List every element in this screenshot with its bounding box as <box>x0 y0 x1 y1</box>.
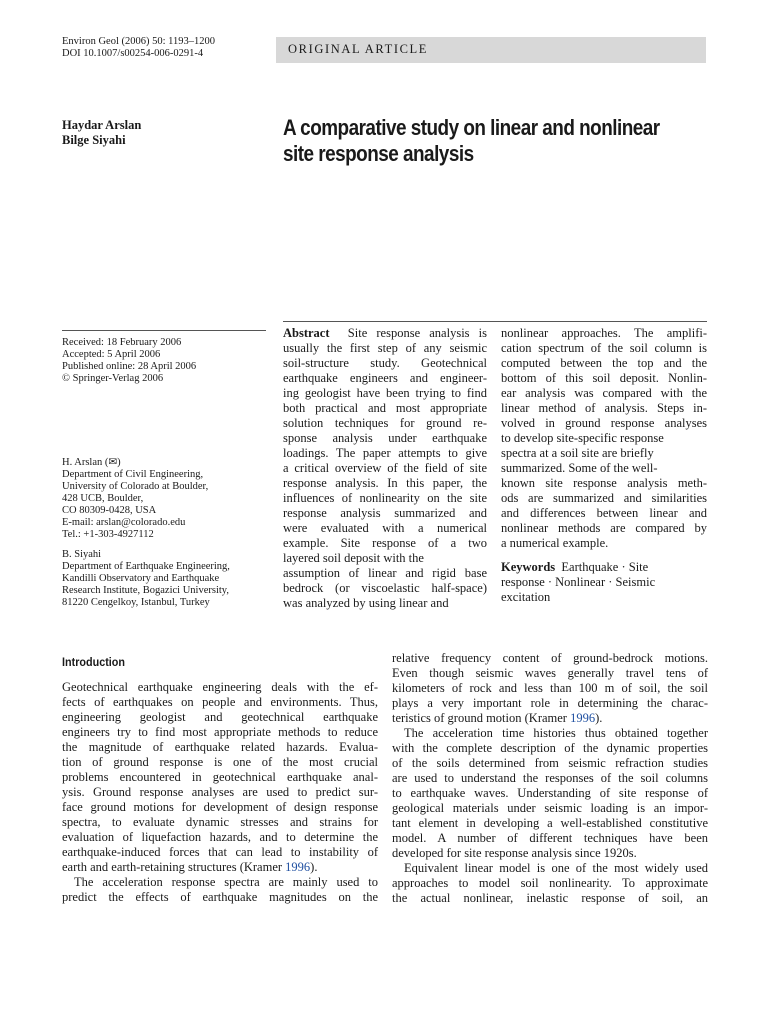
abstract-line: earthquake engineers and engineer- <box>283 371 487 385</box>
body-line: approaches to model soil nonlinearity. To approximate <box>392 876 708 890</box>
journal-citation <box>62 36 215 60</box>
abstract-text: Site response analysis is <box>347 326 488 340</box>
abstract-column-2 <box>501 326 707 605</box>
body-line: tant element in developing a well-established constitutive <box>392 816 708 830</box>
article-title <box>283 115 661 167</box>
abstract-line: layered soil deposit with the <box>283 551 424 565</box>
email-link[interactable]: E-mail: arslan@colorado.edu <box>62 517 186 528</box>
abstract-line: known site response analysis meth- <box>501 476 707 490</box>
body-line: geological materials under seismic loading is an impor- <box>392 801 708 815</box>
body-line: ysis. Ground response analyses are used to predict sur- <box>62 785 378 799</box>
abstract-line: soil-structure study. Geotechnical <box>283 356 487 370</box>
body-line: Geotechnical earthquake engineering deals with the ef- <box>62 680 378 694</box>
body-line: plays a very important role in determining the charac- <box>392 696 708 710</box>
abstract-line: linear method of analysis. Steps in- <box>501 401 707 415</box>
body-text: ). <box>310 860 318 874</box>
abstract-line: computed between the top and the <box>501 356 707 370</box>
affiliation-line: Department of Earthquake Engineering, <box>62 561 230 572</box>
body-line: predict the effects of earthquake magnitudes on the <box>62 890 378 904</box>
affiliation-line: University of Colorado at Boulder, <box>62 481 209 492</box>
copyright: © Springer-Verlag 2006 <box>62 373 164 384</box>
body-line: earthquake-induced forces that can lead to instability of <box>62 845 378 859</box>
abstract-line: were evaluated with a numerical <box>283 521 487 535</box>
abstract-line: assumption of linear and rigid base <box>283 566 487 580</box>
affiliation-line: 81220 Cengelkoy, Istanbul, Turkey <box>62 597 210 608</box>
body-line: kilometers of rock and less than 100 m of soil, the soil <box>392 681 708 695</box>
abstract-line: ing geologist have been trying to find <box>283 386 487 400</box>
abstract-line: cation spectrum of the soil column is <box>501 341 707 355</box>
body-line: developed for site response analysis since 1920s. <box>392 846 637 860</box>
abstract-line: both practical and most appropriate <box>283 401 487 415</box>
publication-dates <box>62 337 196 385</box>
keywords-label: Keywords <box>501 560 556 574</box>
body-line-with-citation <box>392 711 708 726</box>
affiliation-line: CO 80309-0428, USA <box>62 505 157 516</box>
keywords-text: response · Nonlinear · Seismic <box>501 575 656 589</box>
body-line: tion of ground response is one of the most crucial <box>62 755 378 769</box>
published-date: Published online: 28 April 2006 <box>62 361 197 372</box>
abstract-line: nonlinear approaches. The amplifi- <box>501 326 707 340</box>
abstract-line: summarized. Some of the well- <box>501 461 658 475</box>
body-line: the actual nonlinear, inelastic response of soil, an <box>392 891 708 905</box>
abstract-line: and differences between linear and <box>501 506 707 520</box>
abstract-line: influences of nonlinearity on the site <box>283 491 487 505</box>
abstract-line: usually the first step of any seismic <box>283 341 487 355</box>
keywords-line <box>501 560 707 575</box>
body-line: The acceleration time histories thus obtained together <box>404 726 708 740</box>
introduction-column-1 <box>62 680 378 905</box>
body-line: The acceleration response spectra are mainly used to <box>74 875 378 889</box>
received-date: Received: 18 February 2006 <box>62 337 182 348</box>
affiliation-line: Department of Civil Engineering, <box>62 469 204 480</box>
body-line: Equivalent linear model is one of the most widely used <box>404 861 708 875</box>
body-line: evaluation of liquefaction hazards, and to determine the <box>62 830 378 844</box>
abstract-line: response analysis. In this paper, the <box>283 476 487 490</box>
abstract-column-1 <box>283 326 487 611</box>
body-line: the magnitude of earthquake related hazards. Evalua- <box>62 740 378 754</box>
body-line: relative frequency content of ground-bedrock motions. <box>392 651 708 665</box>
abstract-line: nonlinear methods are compared by <box>501 521 707 535</box>
keywords-text: excitation <box>501 590 551 604</box>
journal-line: Environ Geol (2006) 50: 1193–1200 <box>62 36 216 47</box>
abstract-line: example. Site response of a two <box>283 536 487 550</box>
abstract-line: a critical overview of the field of site <box>283 461 487 475</box>
abstract-line: ear analysis was compared with the <box>501 386 707 400</box>
body-line: face ground motions for development of design response <box>62 800 378 814</box>
affiliation-line: Kandilli Observatory and Earthquake <box>62 573 220 584</box>
abstract-line: loadings. The paper attempts to give <box>283 446 487 460</box>
abstract-line: volved in ground response analyses <box>501 416 707 430</box>
abstract-line: ods are summarized and similarities <box>501 491 707 505</box>
keywords-text: Earthquake · Site <box>561 560 649 574</box>
affiliation-name: H. Arslan (✉) <box>62 457 121 468</box>
introduction-column-2 <box>392 651 708 906</box>
body-text: earth and earth-retaining structures (Kramer <box>62 860 286 874</box>
body-line: fects of earthquakes on people and environments. Thus, <box>62 695 378 709</box>
divider-left <box>62 330 266 331</box>
affiliation-arslan <box>62 457 266 541</box>
citation-link[interactable]: 1996 <box>570 711 596 725</box>
title-line: site response analysis <box>283 141 474 166</box>
abstract-line: a numerical example. <box>501 536 609 550</box>
divider-right <box>283 321 707 322</box>
citation-link[interactable]: 1996 <box>285 860 311 874</box>
affiliation-line: Research Institute, Bogazici University, <box>62 585 229 596</box>
phone-line: Tel.: +1-303-4927112 <box>62 529 154 540</box>
abstract-label: Abstract <box>283 326 330 340</box>
article-type-banner <box>276 37 706 63</box>
body-line: Even though seismic waves generally travel tens of <box>392 666 708 680</box>
abstract-line: sponse analysis under earthquake <box>283 431 487 445</box>
affiliation-line: 428 UCB, Boulder, <box>62 493 144 504</box>
abstract-line: bedrock (or viscoelastic half-space) <box>283 581 487 595</box>
accepted-date: Accepted: 5 April 2006 <box>62 349 161 360</box>
abstract-line: spectra at a soil site are briefly <box>501 446 654 460</box>
abstract-first-line <box>283 326 487 341</box>
body-line: engineers try to find most appropriate methods to reduce <box>62 725 378 739</box>
body-text: ). <box>595 711 603 725</box>
abstract-line: bottom of this soil deposit. Nonlin- <box>501 371 707 385</box>
affiliation-siyahi <box>62 549 272 609</box>
body-line: are used to understand the responses of the soil columns <box>392 771 708 785</box>
doi-line: DOI 10.1007/s00254-006-0291-4 <box>62 48 204 59</box>
body-line: with the complete description of the dynamic properties <box>392 741 708 755</box>
body-line: to earthquake waves. Understanding of site response of <box>392 786 708 800</box>
section-heading-introduction: Introduction <box>62 655 125 669</box>
body-line: model. A number of different techniques have been <box>392 831 708 845</box>
body-line: problems encountered in geotechnical earthquake anal- <box>62 770 378 784</box>
body-line: of the soils determined from seismic refraction studies <box>392 756 708 770</box>
body-line: spectra, to evaluate dynamic stresses and strains for <box>62 815 378 829</box>
abstract-line: response analysis summarized and <box>283 506 487 520</box>
body-text: teristics of ground motion (Kramer <box>392 711 571 725</box>
author-list <box>62 118 141 148</box>
author-name: Bilge Siyahi <box>62 133 126 147</box>
article-type-label: ORIGINAL ARTICLE <box>288 42 428 56</box>
author-name: Haydar Arslan <box>62 118 142 132</box>
abstract-line: to develop site-specific response <box>501 431 664 445</box>
abstract-line: was analyzed by using linear and <box>283 596 449 610</box>
body-line: engineering geologist and geotechnical earthquake <box>62 710 378 724</box>
body-line-with-citation <box>62 860 378 875</box>
affiliation-name: B. Siyahi <box>62 549 102 560</box>
abstract-line: solution techniques for ground re- <box>283 416 487 430</box>
title-line: A comparative study on linear and nonlinear <box>283 115 660 140</box>
